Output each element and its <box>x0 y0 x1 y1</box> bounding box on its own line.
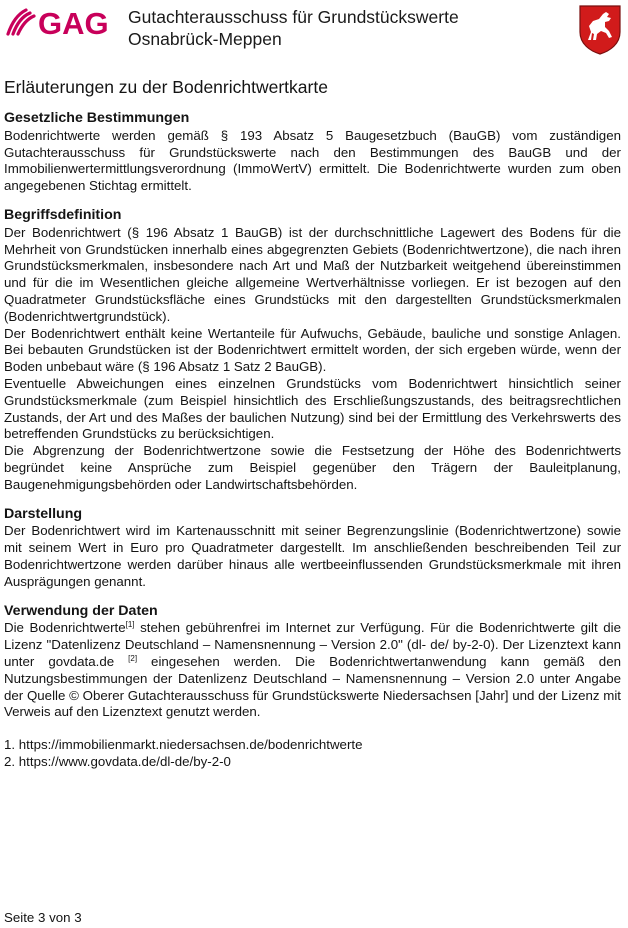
references-list <box>4 737 621 771</box>
paragraph: Bodenrichtwerte werden gemäß § 193 Absatz 5 Baugesetzbuch (BauGB) vom zuständigen Gutachterausschuss für Grundstückswerte nach den Bestimmungen des BauGB und der Immobilienwertermittlungsverordnung (ImmoWertV) ermittelt. Die Bodenrichtwerte wurden zum oben angegebenen Stichtag ermittelt. <box>4 127 621 194</box>
paragraph: Eventuelle Abweichungen eines einzelnen Grundstücks vom Bodenrichtwert hinsichtlich seiner Grundstücksmerkmale (zum Beispiel hinsichtlich des Erschließungszustands, des beitragsrechtlichen Zustands, der Art und des Maßes der baulichen Nutzung) sind bei der Ermittlung des Verkehrswerts des betreffenden Grundstücks zu berücksichtigen. <box>4 375 621 442</box>
footnote-ref-2: [2] <box>128 653 138 663</box>
document-body <box>4 110 621 771</box>
reference-item-2: 2. https://www.govdata.de/dl-de/by-2-0 <box>4 753 231 769</box>
text-run: Die Bodenrichtwerte <box>4 620 126 636</box>
lower-saxony-crest-icon <box>578 4 622 56</box>
text-run: stehen gebührenfrei im Internet zur Verfügung. Für die Bodenrichtwerte gilt die Lizenz "Datenlizenz Deutschland – Namensnennung – Version 2.0" (dl- de/ by-2-0). Der Lizenztext kann unter govdata.de <box>4 620 621 669</box>
document-title: Erläuterungen zu der Bodenrichtwertkarte <box>4 77 328 97</box>
paragraph: Der Bodenrichtwert (§ 196 Absatz 1 BauGB) ist der durchschnittliche Lagewert des Bodens für die Mehrheit von Grundstücken innerhalb eines abgegrenzten Gebiets (Bodenrichtwertzone), die nach ihren Grundstücksmerkmalen, insbesondere nach Art und Maß der Nutzbarkeit weitgehend übereinstimmen und für die im Wesentlichen gleiche allgemeine Wertverhältnisse vorliegen. Er ist bezogen auf den Quadratmeter Grundstücksfläche eines Grundstücks mit den dargestellten Grundstücksmerkmalen (Bodenrichtwertgrundstück). <box>4 224 621 324</box>
organization-name <box>128 6 459 50</box>
logo-mark-icon <box>8 10 34 34</box>
reference-item-1: 1. https://immobilienmarkt.niedersachsen.de/bodenrichtwerte <box>4 737 363 753</box>
section-darstellung <box>4 506 621 591</box>
footnote-ref-1: [1] <box>125 620 135 630</box>
paragraph: Der Bodenrichtwert wird im Kartenausschnitt mit seiner Begrenzungslinie (Bodenrichtwertzone) sowie mit seinem Wert in Euro pro Quadratmeter dargestellt. Im anschließenden beschreibenden Teil zur Bodenrichtwertzone werden darüber hinaus alle wertbeeinflussenden Grundstücksmerkmale mit ihren Ausprägungen genannt. <box>4 523 621 589</box>
section-verwendung-der-daten <box>4 603 621 722</box>
text-run: eingesehen werden. Die Bodenrichtwertanwendung kann gemäß den Nutzungsbestimmungen der Datenlizenz Deutschland – Namensnennung – Version 2.0 unter Angabe der Quelle © Oberer Gutachterausschuss für Grundstückswerte Niedersachsen [Jahr] und der Lizenz mit Verweis auf den Lizenztext genutzt werden. <box>4 653 621 720</box>
page-number: Seite 3 von 3 <box>4 910 82 925</box>
section-heading: Gesetzliche Bestimmungen <box>4 110 190 126</box>
section-gesetzliche-bestimmungen <box>4 110 621 195</box>
paragraph: Der Bodenrichtwert enthält keine Wertanteile für Aufwuchs, Gebäude, bauliche und sonstige Anlagen. Bei bebauten Grundstücken ist der Bodenrichtwert ermittelt worden, der sich ergeben würde, wenn der Boden unbebaut wäre (§ 196 Absatz 1 Satz 2 BauGB). <box>4 325 621 375</box>
org-name-line-1: Gutachterausschuss für Grundstückswerte <box>128 7 459 27</box>
logo-text: GAG <box>38 6 109 40</box>
org-name-line-2: Osnabrück-Meppen <box>128 29 282 49</box>
gag-logo <box>4 4 124 40</box>
section-heading: Verwendung der Daten <box>4 602 158 619</box>
paragraph: Die Abgrenzung der Bodenrichtwertzone sowie die Festsetzung der Höhe des Bodenrichtwerts begründet keine Ansprüche zum Beispiel gegenüber den Trägern der Bauleitplanung, Baugenehmigungsbehörden oder Landwirtschaftsbehörden. <box>4 443 621 492</box>
section-heading: Begriffsdefinition <box>4 206 122 223</box>
section-heading: Darstellung <box>4 505 83 522</box>
page-header <box>0 0 628 64</box>
section-begriffsdefinition <box>4 207 621 494</box>
paragraph <box>4 620 621 721</box>
